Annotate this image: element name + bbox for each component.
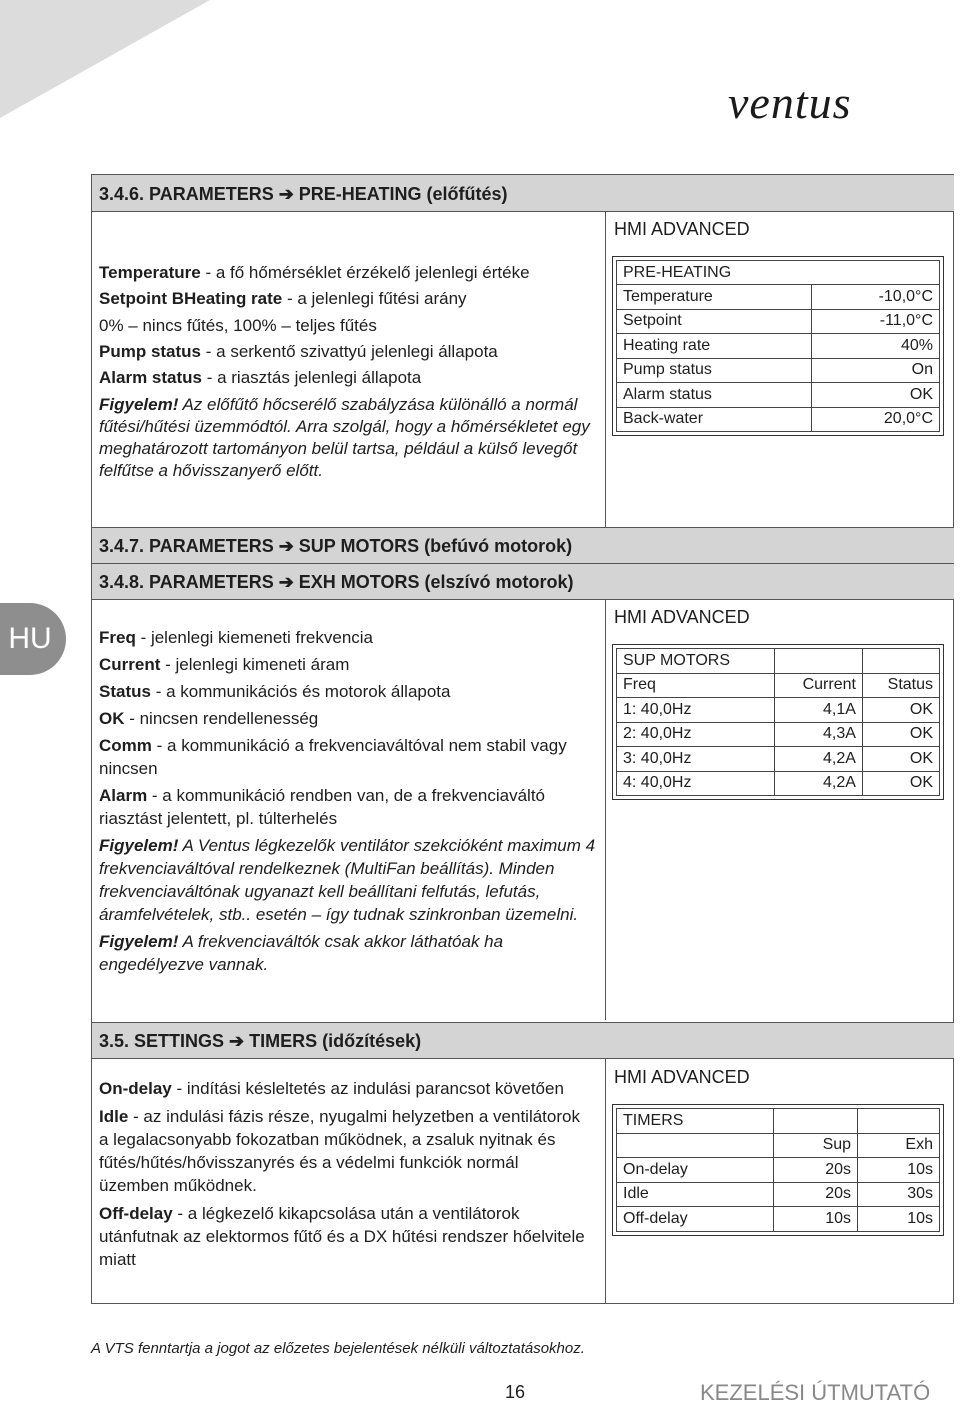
- table-row: 1: 40,0Hz 4,1A OK: [617, 698, 940, 723]
- hmi-title: HMI ADVANCED: [614, 219, 750, 239]
- desc-line: Status - a kommunikációs és motorok állapota: [99, 682, 451, 701]
- desc-line: Alarm - a kommunikáció rendben van, de a frekvenciaváltó riasztást jelentett, pl. túlterhelés: [99, 786, 546, 828]
- section-heading-pre-heating: 3.4.6. PARAMETERS ➔ PRE-HEATING (előfűtés): [92, 174, 954, 212]
- timers-description: [99, 1077, 589, 1271]
- desc-line: Comm - a kommunikáció a frekvenciaváltóval nem stabil vagy nincsen: [99, 736, 567, 778]
- footer-note: A VTS fenntartja a jogot az előzetes bejelentések nélküli változtatásokhoz.: [91, 1340, 585, 1357]
- table-row: Back-water 20,0°C: [617, 407, 940, 432]
- pre-heating-description: [99, 260, 599, 482]
- table-row: Off-delay 10s 10s: [617, 1207, 940, 1232]
- table-row: 3: 40,0Hz 4,2A OK: [617, 747, 940, 772]
- section-heading-timers: 3.5. SETTINGS ➔ TIMERS (időzítések): [92, 1022, 954, 1059]
- motors-note-1: Figyelem! A Ventus légkezelők ventilátor szekcióként maximum 4 frekvenciaváltóval rendelkeznek (MultiFan beállítás). Minden frekvenciaváltónak ugyanazt kell beállítani felfutás, lefutás, áramfelvételek, stb.. esetén – így tudnak szinkronban üzemelni.: [99, 836, 596, 924]
- ventus-logo: ventus: [728, 77, 852, 128]
- table-row: 4: 40,0Hz 4,2A OK: [617, 771, 940, 796]
- manual-title: KEZELÉSI ÚTMUTATÓ: [700, 1380, 931, 1405]
- table-row: Temperature -10,0°C: [617, 285, 940, 310]
- motors-description: [99, 626, 599, 976]
- desc-para: Off-delay - a légkezelő kikapcsolása után a ventilátorok utánfutnak az elektormos fűtő és a DX hűtési rendszer hőelvitele miatt: [99, 1204, 585, 1269]
- column-divider: [605, 1059, 606, 1304]
- desc-line: Pump status - a serkentő szivattyú jelenlegi állapota: [99, 341, 498, 361]
- column-divider: [605, 212, 606, 529]
- pre-heating-note: Figyelem! Az előfűtő hőcserélő szabályzása különálló a normál fűtési/hűtési üzemmódtól. Arra szolgál, hogy a hőmérsékletet egy meghatározott tartományon belül tartsa, például a külső levegőt felfűtse a hővisszanyerő előtt.: [99, 395, 590, 481]
- section-heading-sup-motors: 3.4.7. PARAMETERS ➔ SUP MOTORS (befúvó motorok): [92, 527, 954, 564]
- desc-line: Setpoint BHeating rate - a jelenlegi fűtési arány: [99, 289, 467, 309]
- hmi-title: HMI ADVANCED: [614, 607, 750, 627]
- table-row: 2: 40,0Hz 4,3A OK: [617, 722, 940, 747]
- language-tab: HU: [0, 603, 66, 675]
- timers-panel: [612, 1104, 944, 1236]
- page-number: 16: [505, 1382, 526, 1402]
- table-row: Alarm status OK: [617, 383, 940, 408]
- panel-title: TIMERS: [617, 1109, 774, 1134]
- desc-line: Freq - jelenlegi kiemeneti frekvencia: [99, 628, 374, 647]
- desc-para: Idle - az indulási fázis része, nyugalmi helyzetben a ventilátorok a legalacsonyabb fokozatban működnek, a zsaluk nyitnak és fűtés/hűtés/hővisszanyrés és a védelmi funkciók normál üzemben működnek.: [99, 1107, 580, 1195]
- table-header-row: Sup Exh: [617, 1133, 940, 1158]
- table-row: Heating rate 40%: [617, 334, 940, 359]
- column-divider: [605, 600, 606, 1020]
- table-row: Setpoint -11,0°C: [617, 309, 940, 334]
- panel-title: PRE-HEATING: [617, 261, 940, 285]
- desc-line: Temperature - a fő hőmérséklet érzékelő jelenlegi értéke: [99, 263, 530, 282]
- hmi-title: HMI ADVANCED: [614, 1067, 750, 1087]
- table-row: Pump status On: [617, 358, 940, 383]
- corner-decoration: [0, 0, 220, 120]
- sup-motors-panel: [612, 644, 944, 800]
- desc-line: Alarm status - a riasztás jelenlegi állapota: [99, 368, 422, 388]
- desc-line: OK - nincsen rendellenesség: [99, 709, 319, 728]
- section-heading-exh-motors: 3.4.8. PARAMETERS ➔ EXH MOTORS (elszívó motorok): [92, 563, 954, 600]
- pre-heating-panel: [612, 256, 944, 436]
- desc-line: Current - jelenlegi kimeneti áram: [99, 655, 350, 674]
- desc-line: 0% – nincs fűtés, 100% – teljes fűtés: [99, 315, 377, 335]
- desc-para: On-delay - indítási késleltetés az indulási parancsot követően: [99, 1079, 564, 1098]
- panel-title: SUP MOTORS: [617, 649, 775, 674]
- table-header-row: Freq Current Status: [617, 673, 940, 698]
- table-row: Idle 20s 30s: [617, 1182, 940, 1207]
- table-row: On-delay 20s 10s: [617, 1158, 940, 1183]
- motors-note-2: Figyelem! A frekvenciaváltók csak akkor láthatóak ha engedélyezve vannak.: [99, 932, 504, 974]
